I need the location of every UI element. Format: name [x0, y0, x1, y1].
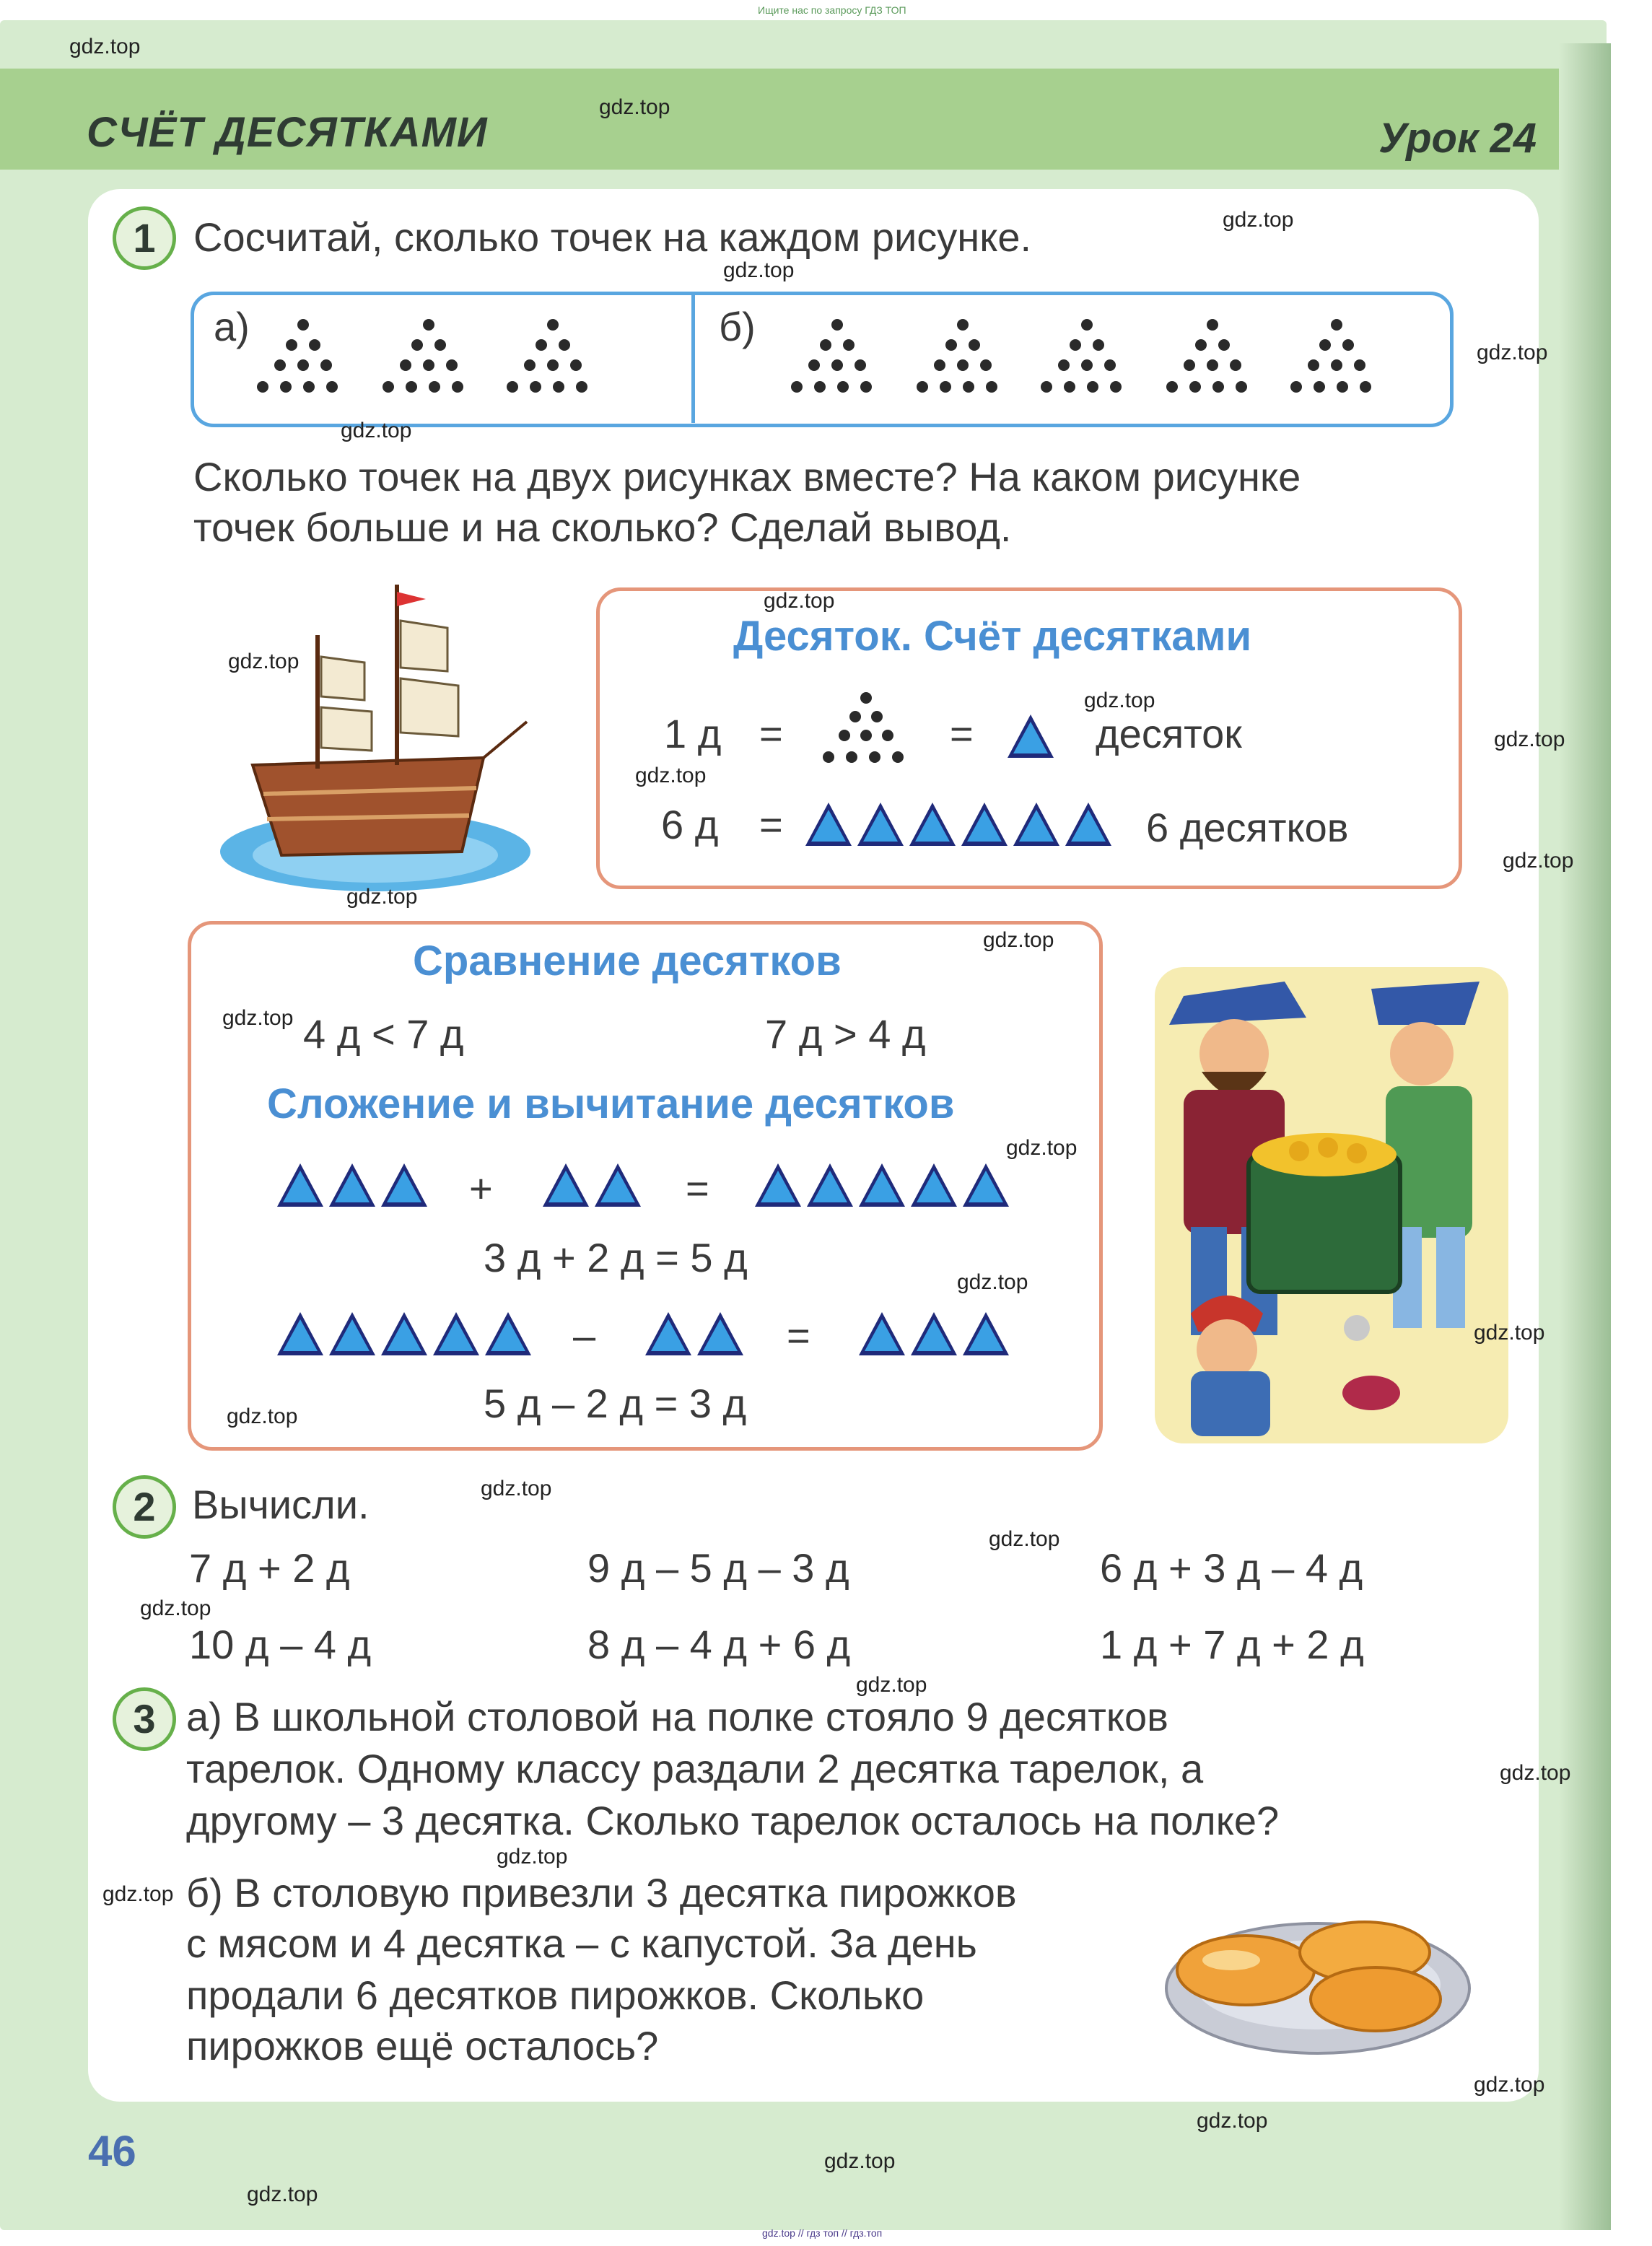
- task3b-line1: б) В столовую привезли 3 десятка пирожков: [186, 1870, 1017, 1915]
- triangle-icon: [1008, 715, 1054, 758]
- watermark: gdz.top: [481, 1477, 552, 1500]
- watermark: gdz.top: [1494, 727, 1565, 751]
- minus-sign: –: [573, 1313, 596, 1358]
- watermark: gdz.top: [1474, 1321, 1545, 1345]
- triangle-icon: [433, 1312, 479, 1355]
- top-note: Ищите нас по запросу ГДЗ ТОП: [758, 4, 906, 16]
- rule-row1-eq1: =: [759, 711, 783, 756]
- page-title: СЧЁТ ДЕСЯТКАМИ: [87, 109, 488, 156]
- watermark: gdz.top: [227, 1404, 298, 1428]
- dots-figure-a: [245, 310, 635, 404]
- add-triangles-2: [543, 1163, 647, 1207]
- compare-right: 7 д > 4 д: [765, 1011, 926, 1057]
- page-number: 46: [88, 2127, 136, 2175]
- rule-row2-eq: =: [759, 802, 783, 847]
- label-b: б): [719, 304, 756, 349]
- add-sub-title: Сложение и вычитание десятков: [267, 1080, 955, 1127]
- plus-sign: +: [469, 1166, 493, 1211]
- watermark: gdz.top: [222, 1006, 294, 1030]
- task2-number: 2: [113, 1475, 176, 1539]
- label-a: а): [214, 304, 250, 349]
- watermark: gdz.top: [1197, 2109, 1268, 2133]
- sub-expression: 5 д – 2 д = 3 д: [484, 1381, 747, 1426]
- sub-triangles-3: [859, 1312, 1015, 1355]
- watermark: gdz.top: [764, 589, 835, 613]
- lesson-number: Урок 24: [1378, 115, 1537, 162]
- expression-5: 8 д – 4 д + 6 д: [587, 1622, 851, 1667]
- triangle-icon: [1065, 803, 1111, 846]
- watermark: gdz.top: [635, 764, 707, 787]
- triangle-icon: [857, 803, 904, 846]
- watermark: gdz.top: [497, 1845, 568, 1869]
- triangle-icon: [543, 1163, 589, 1207]
- triangle-icon: [645, 1312, 691, 1355]
- rule-row1-right: десяток: [1096, 711, 1242, 756]
- watermark: gdz.top: [723, 258, 795, 282]
- triangle-icon: [485, 1312, 531, 1355]
- task2-text: Вычисли.: [192, 1482, 370, 1527]
- watermark: gdz.top: [856, 1673, 927, 1697]
- ship-illustration: [209, 577, 534, 895]
- task1-text: Сосчитай, сколько точек на каждом рисунке.: [193, 214, 1032, 260]
- rule-row2-left: 6 д: [661, 802, 719, 847]
- sub-triangles-5: [277, 1312, 537, 1355]
- add-eq-sign: =: [686, 1166, 709, 1211]
- rule-dots-triangle: [816, 689, 917, 769]
- watermark: gdz.top: [1500, 1761, 1571, 1785]
- compare-left: 4 д < 7 д: [303, 1011, 464, 1057]
- triangle-icon: [329, 1312, 375, 1355]
- watermark: gdz.top: [1474, 2073, 1545, 2097]
- watermark: gdz.top: [1084, 689, 1155, 712]
- triangle-icon: [911, 1312, 957, 1355]
- watermark: gdz.top: [1503, 849, 1574, 873]
- task1-number: 1: [113, 206, 176, 270]
- expression-6: 1 д + 7 д + 2 д: [1100, 1622, 1364, 1667]
- compare-title: Сравнение десятков: [413, 938, 842, 984]
- watermark: gdz.top: [228, 650, 300, 673]
- rule-row1-triangle: [1008, 715, 1059, 758]
- pirates-illustration: [1140, 938, 1523, 1458]
- task1-question-line2: точек больше и на сколько? Сделай вывод.: [193, 504, 1012, 550]
- task3b-line3: продали 6 десятков пирожков. Сколько: [186, 1972, 925, 2018]
- triangle-icon: [859, 1163, 905, 1207]
- triangle-icon: [381, 1163, 427, 1207]
- task1-question-line1: Сколько точек на двух рисунках вместе? На каком рисунке: [193, 454, 1301, 499]
- triangle-icon: [277, 1163, 323, 1207]
- triangle-icon: [963, 1312, 1009, 1355]
- expression-1: 7 д + 2 д: [189, 1545, 350, 1591]
- rule-row2-triangles: [805, 803, 1117, 846]
- add-expression: 3 д + 2 д = 5 д: [484, 1235, 748, 1280]
- watermark: gdz.top: [983, 928, 1054, 952]
- book-spine: [1559, 43, 1611, 2230]
- triangle-icon: [595, 1163, 641, 1207]
- rule-row1-left: 1 д: [664, 711, 722, 756]
- triangle-icon: [805, 803, 852, 846]
- watermark: gdz.top: [247, 2182, 318, 2206]
- triangle-icon: [329, 1163, 375, 1207]
- add-triangles-3: [277, 1163, 433, 1207]
- sub-eq-sign: =: [787, 1313, 810, 1358]
- triangle-icon: [859, 1312, 905, 1355]
- add-triangles-5: [755, 1163, 1015, 1207]
- triangle-icon: [909, 803, 956, 846]
- pies-plate-illustration: [1159, 1891, 1477, 2057]
- triangle-icon: [1013, 803, 1059, 846]
- bottom-note: gdz.top // гдз топ // гдз.топ: [762, 2227, 883, 2239]
- watermark: gdz.top: [957, 1270, 1028, 1294]
- task3a-line3: другому – 3 десятка. Сколько тарелок осталось на полке?: [186, 1798, 1280, 1843]
- task3b-line4: пирожков ещё осталось?: [186, 2023, 659, 2068]
- task3a-line1: а) В школьной столовой на полке стояло 9 десятков: [186, 1694, 1168, 1739]
- watermark: gdz.top: [1223, 208, 1294, 232]
- expression-4: 10 д – 4 д: [189, 1622, 372, 1667]
- watermark: gdz.top: [140, 1596, 211, 1620]
- watermark: gdz.top: [1477, 341, 1548, 364]
- task3b-line2: с мясом и 4 десятка – с капустой. За день: [186, 1921, 977, 1966]
- watermark: gdz.top: [989, 1527, 1060, 1551]
- rule-row1-eq2: =: [950, 711, 974, 756]
- sub-triangles-2: [645, 1312, 749, 1355]
- triangle-icon: [381, 1312, 427, 1355]
- dots-figure-b: [779, 310, 1429, 404]
- triangle-icon: [963, 1163, 1009, 1207]
- watermark: gdz.top: [341, 419, 412, 442]
- watermark: gdz.top: [69, 35, 141, 58]
- triangle-icon: [911, 1163, 957, 1207]
- watermark: gdz.top: [824, 2149, 896, 2173]
- triangle-icon: [697, 1312, 743, 1355]
- watermark: gdz.top: [1006, 1136, 1078, 1160]
- dots-divider: [691, 294, 695, 423]
- rule-row2-right: 6 десятков: [1146, 805, 1349, 850]
- expression-3: 6 д + 3 д – 4 д: [1100, 1545, 1363, 1591]
- triangle-icon: [277, 1312, 323, 1355]
- expression-2: 9 д – 5 д – 3 д: [587, 1545, 849, 1591]
- watermark: gdz.top: [599, 95, 670, 119]
- watermark: gdz.top: [102, 1882, 174, 1906]
- triangle-icon: [961, 803, 1008, 846]
- triangle-icon: [755, 1163, 801, 1207]
- task3-number: 3: [113, 1687, 176, 1751]
- task3a-line2: тарелок. Одному классу раздали 2 десятка тарелок, а: [186, 1746, 1204, 1791]
- watermark: gdz.top: [346, 885, 418, 909]
- triangle-icon: [807, 1163, 853, 1207]
- rule-box-title: Десяток. Счёт десятками: [733, 613, 1252, 660]
